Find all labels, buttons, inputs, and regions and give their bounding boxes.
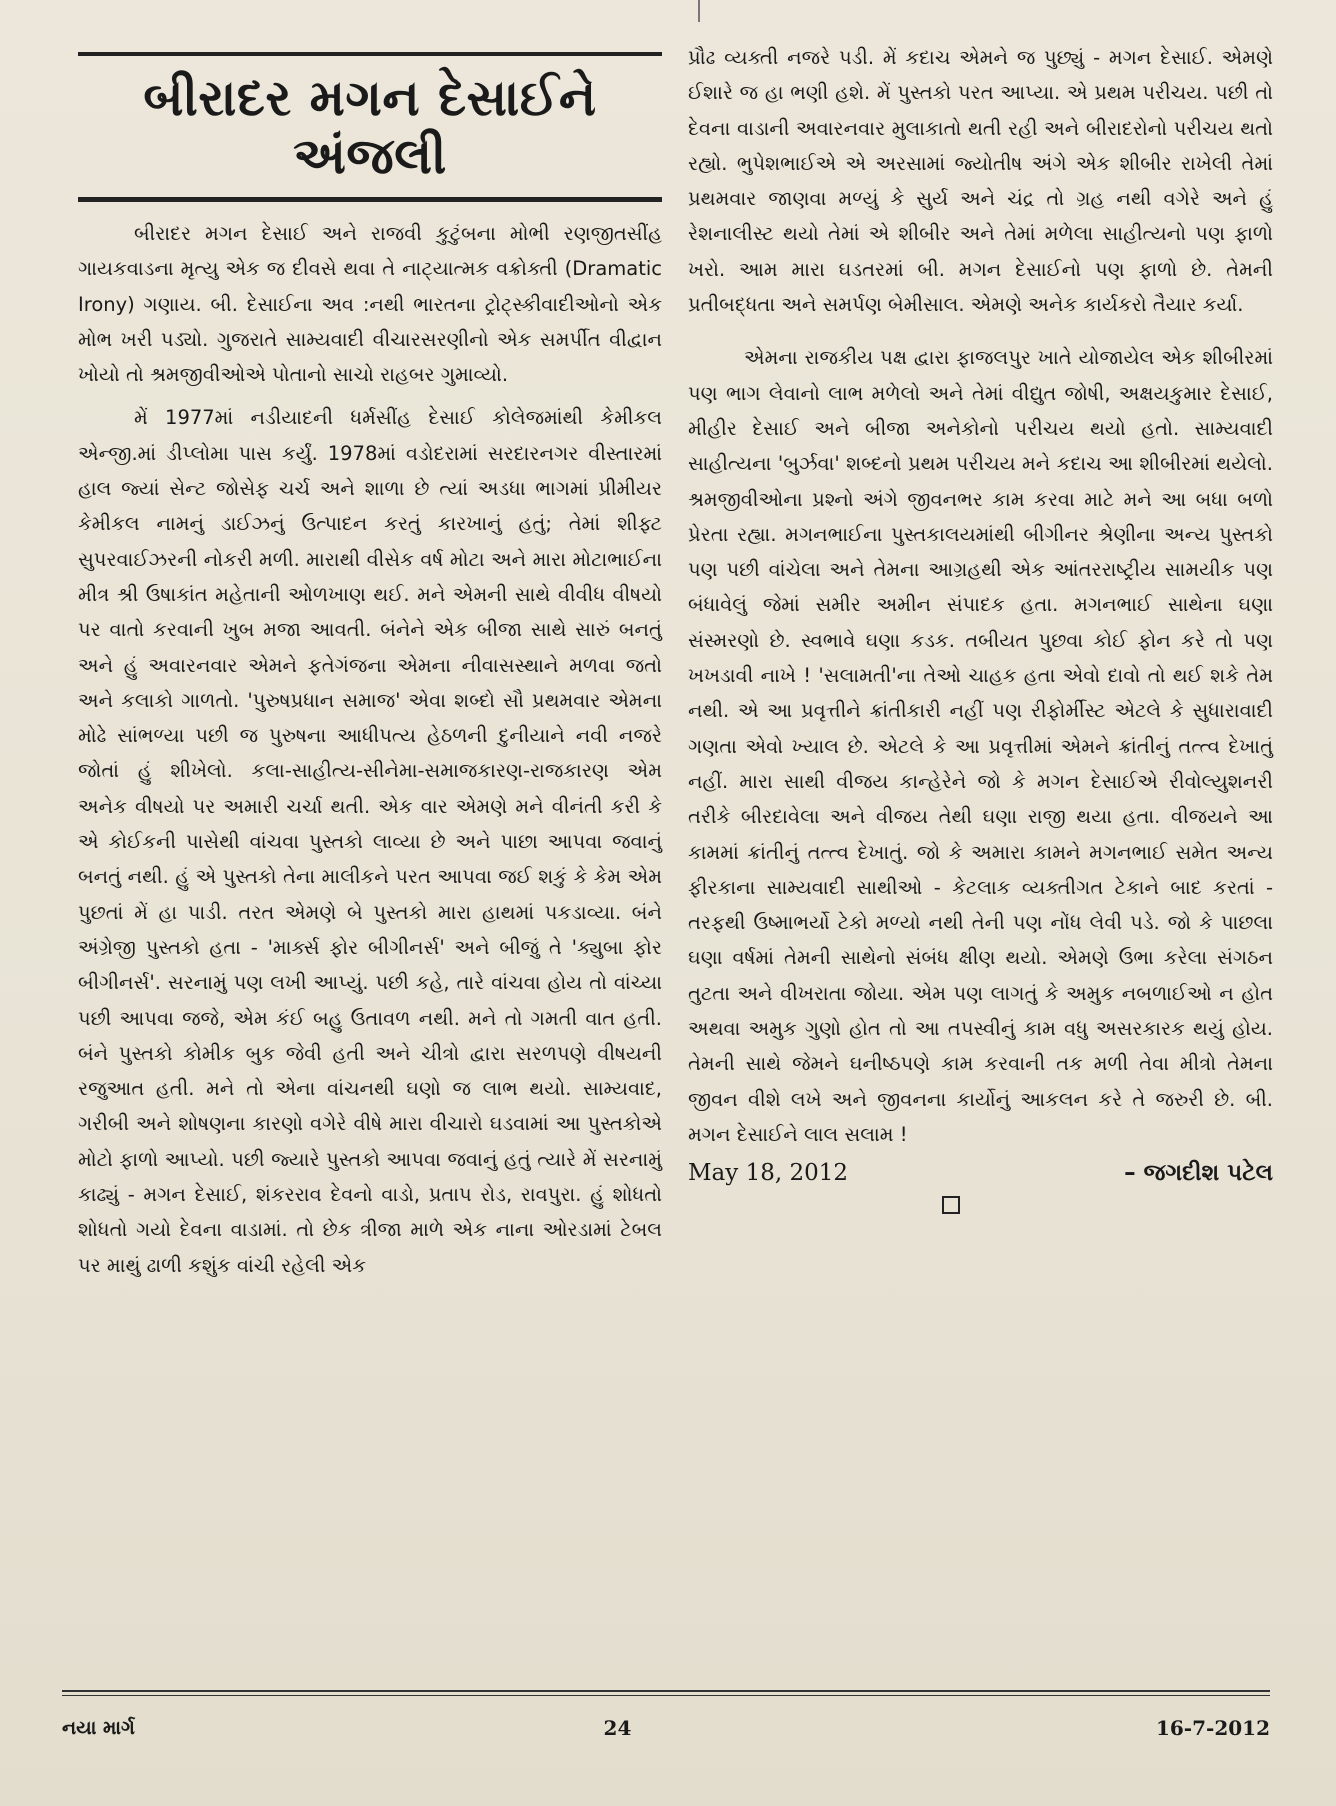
end-mark-icon [942, 1196, 960, 1214]
page-footer [62, 1716, 1270, 1740]
right-paragraph-2: એમના રાજકીય પક્ષ દ્વારા ફાજલપુર ખાતે યોજાયેલ એક શીબીરમાં પણ ભાગ લેવાનો લાભ મળેલો અને તેમાં વીદ્યુત જોષી, અક્ષયકુમાર દેસાઈ, મીહીર દેસાઈ અને બીજા અનેકોનો પરીચય થયો હતો. સામ્યવાદી સાહીત્યના 'બુર્ઝવા' શબ્દનો પ્રથમ પરીચય મને કદાચ આ શીબીરમાં થયેલો. શ્રમજીવીઓના પ્રશ્નો અંગે જીવનભર કામ કરવા માટે મને આ બધા બળો પ્રેરતા રહ્યા. મગનભાઈના પુસ્તકાલયમાંથી બીગીનર શ્રેણીના અન્ય પુસ્તકો પણ પછી વાંચેલા અને તેમના આગ્રહથી એક આંતરરાષ્ટ્રીય સામયીક પણ બંધાવેલું જેમાં સમીર અમીન સંપાદક હતા. મગનભાઈ સાથેના ઘણા સંસ્મરણો છે. સ્વભાવે ઘણા કડક. તબીયત પુછવા કોઈ ફોન કરે તો પણ ખખડાવી નાખે ! 'સલામતી'ના તેઓ ચાહક હતા એવો દાવો તો થઈ શકે તેમ નથી. એ આ પ્રવૃત્તીને ક્રાંતીકારી નહીં પણ રીફોર્મીસ્ટ એટલે કે સુધારાવાદી ગણતા એવો ખ્યાલ છે. એટલે કે આ પ્રવૃત્તીમાં એમને ક્રાંતીનું તત્ત્વ દેખાતું નહીં. મારા સાથી વીજય કાન્હેરેને જો કે મગન દેસાઈએ રીવોલ્યુશનરી તરીકે બીરદાવેલા અને વીજય તેથી ઘણા રાજી થયા હતા. વીજયને આ કામમાં ક્રાંતીનું તત્ત્વ દેખાતું. જો કે અમારા કામને મગનભાઈ સમેત અન્ય ફીરકાના સામ્યવાદી સાથીઓ - કેટલાક વ્યક્તીગત ટેકાને બાદ કરતાં - તરફથી ઉષ્માભર્યો ટેકો મળ્યો નથી તેની પણ નોંધ લેવી પડે. જો કે પાછલા ઘણા વર્ષમાં તેમની સાથેનો સંબંધ ક્ષીણ થયો. એમણે ઉભા કરેલા સંગઠન તુટતા અને વીખરાતા જોયા. એમ પણ લાગતું કે અમુક નબળાઈઓ ન હોત અથવા અમુક ગુણો હોત તો આ તપસ્વીનું કામ વધુ અસરકારક થયું હોય. તેમની સાથે જેમને ઘનીષ્ઠપણે કામ કરવાની તક મળી તેવા મીત્રો તેમના જીવન વીશે લખે અને જીવનના કાર્યોનું આકલન કરે તે જરુરી છે. બી. મગન દેસાઈને લાલ સલામ ! [688, 346, 1273, 1146]
footer-rule-thin [62, 1695, 1270, 1696]
article-date: May 18, 2012 [688, 1160, 848, 1187]
title-bottom-rule [78, 197, 662, 202]
left-paragraph-1: બીરાદર મગન દેસાઈ અને રાજવી કુટુંબના મોભી રણજીતસીંહ ગાયકવાડના મૃત્યુ એક જ દીવસે થવા તે નાટ્યાત્મક વક્રોક્તી (Dramatic Irony) ગણાય. બી. દેસાઈના અવ :નથી ભારતના ટ્રોટ્સ્કીવાદીઓનો એક મોભ ખરી પડ્યો. ગુજરાતે સામ્યવાદી વીચારસરણીનો એક સમર્પીત વીદ્વાન ખોયો તો શ્રમજીવીઓએ પોતાનો સાચો રાહબર ગુમાવ્યો. [78, 222, 662, 387]
right-paragraph-1: પ્રૌઢ વ્યક્તી નજરે પડી. મેં કદાચ એમને જ પુછ્યું - મગન દેસાઈ. એમણે ઈશારે જ હા ભણી હશે. મેં પુસ્તકો પરત આપ્યા. એ પ્રથમ પરીચય. પછી તો દેવના વાડાની અવારનવાર મુલાકાતો થતી રહી અને બીરાદરોનો પરીચય થતો રહ્યો. ભુપેશભાઈએ એ અરસામાં જ્યોતીષ અંગે એક શીબીર રાખેલી તેમાં પ્રથમવાર જાણવા મળ્યું કે સુર્ય અને ચંદ્ર તો ગ્રહ નથી વગેરે અને હું રેશનાલીસ્ટ થયો તેમાં એ શીબીર અને તેમાં મળેલા સાહીત્યનો પણ ફાળો ખરો. આમ મારા ઘડતરમાં બી. મગન દેસાઈનો પણ ફાળો છે. તેમની પ્રતીબદ્ધતા અને સમર્પણ બેમીસાલ. એમણે અનેક કાર્યકરો તૈયાર કર્યા. [688, 46, 1273, 317]
left-column [78, 40, 662, 1283]
right-column [688, 40, 1273, 1214]
signature-row [688, 1160, 1273, 1186]
left-paragraph-2: મેં 1977માં નડીયાદની ધર્મસીંહ દેસાઈ કોલેજમાંથી કેમીકલ એન્જી.માં ડીપ્લોમા પાસ કર્યું. 1978માં વડોદરામાં સરદારનગર વીસ્તારમાં હાલ જ્યાં સેન્ટ જોસેફ ચર્ચ અને શાળા છે ત્યાં અડધા ભાગમાં પ્રીમીયર કેમીકલ નામનું ડાઈઝનું ઉત્પાદન કરતું કારખાનું હતું; તેમાં શીફ્ટ સુપરવાઈઝરની નોકરી મળી. મારાથી વીસેક વર્ષ મોટા અને મારા મોટાભાઈના મીત્ર શ્રી ઉષાકાંત મહેતાની ઓળખાણ થઈ. મને એમની સાથે વીવીધ વીષયો પર વાતો કરવાની ખુબ મજા આવતી. બંનેને એક બીજા સાથે સારું બનતું અને હું અવારનવાર એમને ફતેગંજના એમના નીવાસસ્થાને મળવા જતો અને કલાકો ગાળતો. 'પુરુષપ્રધાન સમાજ' એવા શબ્દો સૌ પ્રથમવાર એમના મોઢે સાંભળ્યા પછી જ પુરુષના આધીપત્ય હેઠળની દુનીયાને નવી નજરે જોતાં હું શીખેલો. કલા-સાહીત્ય-સીનેમા-સમાજકારણ-રાજકારણ એમ અનેક વીષયો પર અમારી ચર્ચા થતી. એક વાર એમણે મને વીનંતી કરી કે એ કોઈકની પાસેથી વાંચવા પુસ્તકો લાવ્યા છે અને પાછા આપવા જવાનું બનતું નથી. હું એ પુસ્તકો તેના માલીકને પરત આપવા જઈ શકું કે કેમ એમ પુછતાં મેં હા પાડી. તરત એમણે બે પુસ્તકો મારા હાથમાં પકડાવ્યા. બંને અંગ્રેજી પુસ્તકો હતા - 'માર્ક્સ ફોર બીગીનર્સ' અને બીજું તે 'ક્યુબા ફોર બીગીનર્સ'. સરનામું પણ લખી આપ્યું. પછી કહે, તારે વાંચવા હોય તો વાંચ્યા પછી આપવા જજે, એમ કંઈ બહુ ઉતાવળ નથી. મને તો ગમતી વાત હતી. બંને પુસ્તકો કોમીક બુક જેવી હતી અને ચીત્રો દ્વારા સરળપણે વીષયની રજુઆત હતી. મને તો એના વાંચનથી ઘણો જ લાભ થયો. સામ્યવાદ, ગરીબી અને શોષણના કારણો વગેરે વીષે મારા વીચારો ઘડવામાં આ પુસ્તકોએ મોટો ફાળો આપ્યો. પછી જ્યારે પુસ્તકો આપવા જવાનું હતું ત્યારે મેં સરનામું કાઢ્યું - મગન દેસાઈ, શંકરરાવ દેવનો વાડો, પ્રતાપ રોડ, રાવપુરા. હું શોધતો શોધતો ગયો દેવના વાડામાં. તો છેક ત્રીજા માળે એક નાના ઓરડામાં ટેબલ પર માથું ઢાળી કશુંક વાંચી રહેલી એક [78, 406, 662, 1277]
article-title: બીરાદર મગન દેસાઈને અંજલી [143, 69, 597, 185]
article-author: – જગદીશ પટેલ [1124, 1160, 1273, 1187]
publication-name: નયા માર્ગ [62, 1717, 135, 1739]
issue-date: 16-7-2012 [1155, 1716, 1270, 1740]
page-edge-mark [698, 0, 700, 22]
page-number: 24 [603, 1716, 632, 1740]
footer-rule [62, 1690, 1270, 1692]
